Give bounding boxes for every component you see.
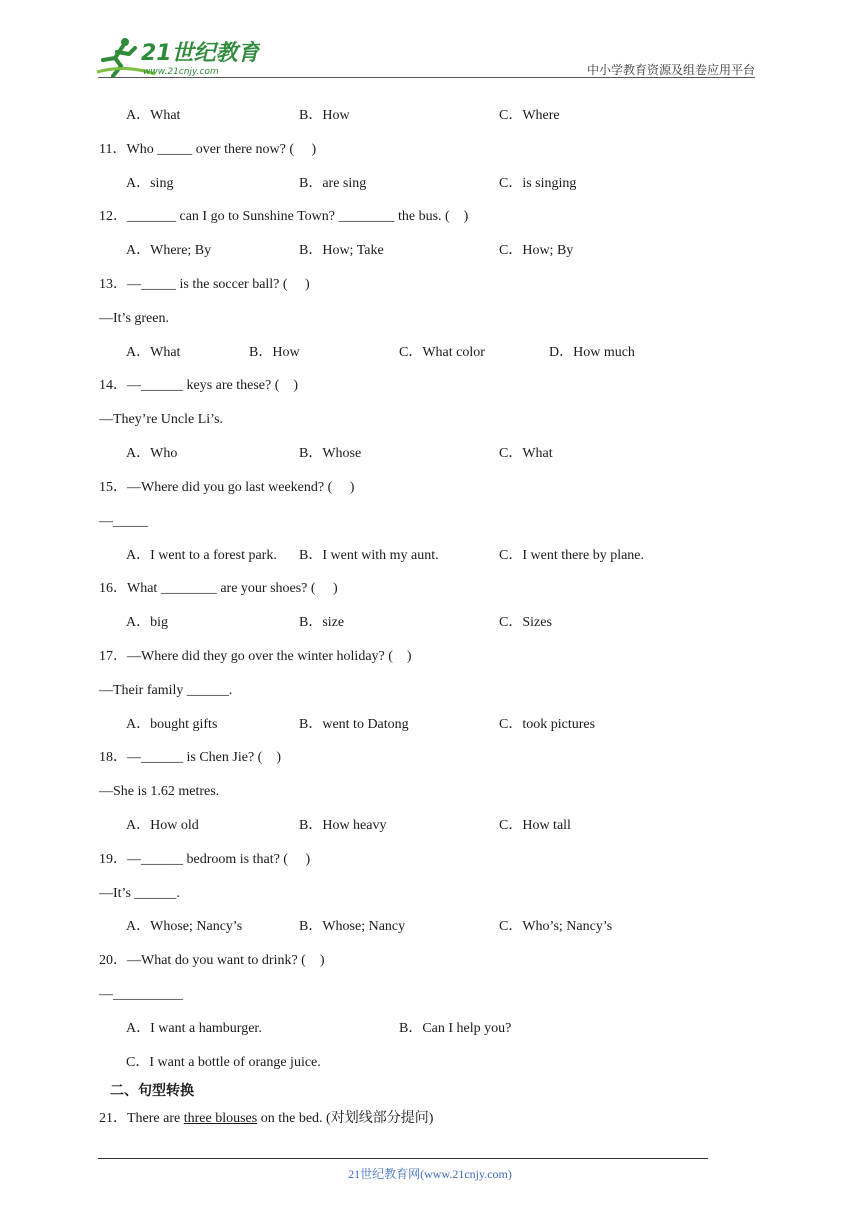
q11-option-a: A．sing — [126, 176, 174, 191]
q15-option-b: B．I went with my aunt. — [299, 548, 439, 563]
q10-option-b: B．How — [299, 108, 350, 123]
q20-answer-line: —__________ — [99, 987, 183, 1002]
q14-option-c: C．What — [499, 446, 553, 461]
q10-option-c: C．Where — [499, 108, 560, 123]
q13-answer-line: —It’s green. — [99, 311, 169, 326]
q11-option-c: C．is singing — [499, 176, 577, 191]
q11-stem: 11．Who _____ over there now? ( ) — [99, 142, 317, 157]
q18-option-b: B．How heavy — [299, 818, 387, 833]
q12-option-c: C．How; By — [499, 243, 574, 258]
q16-option-c: C．Sizes — [499, 615, 552, 630]
q15-option-c: C．I went there by plane. — [499, 548, 645, 563]
q21-stem — [99, 1110, 433, 1128]
q15-stem: 15．—Where did you go last weekend? ( ) — [99, 480, 355, 495]
logo-title: 21世纪教育 — [141, 41, 260, 66]
q13-option-c: C．What color — [399, 345, 485, 360]
q16-option-b: B．size — [299, 615, 345, 630]
q20-option-b: B．Can I help you? — [399, 1021, 512, 1036]
q13-option-a: A．What — [126, 345, 181, 360]
q11-option-b: B．are sing — [299, 176, 367, 191]
q18-stem: 18．—______ is Chen Jie? ( ) — [99, 750, 281, 765]
q16-stem: 16．What ________ are your shoes? ( ) — [99, 581, 338, 596]
q14-option-b: B．Whose — [299, 446, 362, 461]
q21-underlined-phrase: three blouses — [183, 1111, 258, 1126]
q12-stem: 12．_______ can I go to Sunshine Town? ________ the bus. ( ) — [99, 209, 469, 224]
q17-stem: 17．—Where did they go over the winter holiday? ( ) — [99, 649, 412, 664]
q18-option-a: A．How old — [126, 818, 199, 833]
site-name: 中小学教育资源及组卷应用平台 — [586, 63, 755, 77]
q14-stem: 14．—______ keys are these? ( ) — [99, 378, 299, 393]
q17-option-b: B．went to Datong — [299, 717, 409, 732]
q20-stem: 20．—What do you want to drink? ( ) — [99, 953, 325, 968]
q19-stem: 19．—______ bedroom is that? ( ) — [99, 852, 311, 867]
q12-option-a: A．Where; By — [126, 243, 212, 258]
footer-divider — [98, 1158, 708, 1159]
q16-option-a: A．big — [126, 615, 168, 630]
q12-option-b: B．How; Take — [299, 243, 384, 258]
site-logo — [95, 34, 260, 78]
q10-option-a: A．What — [126, 108, 181, 123]
q19-option-b: B．Whose; Nancy — [299, 919, 406, 934]
q20-option-a: A．I want a hamburger. — [126, 1021, 262, 1036]
q14-answer-line: —They’re Uncle Li’s. — [99, 412, 224, 427]
section-title: 二、句型转换 — [110, 1083, 194, 1099]
q19-option-c: C．Who’s; Nancy’s — [499, 919, 613, 934]
q17-option-c: C．took pictures — [499, 717, 596, 732]
footer-text: 21世纪教育网(www.21cnjy.com) — [348, 1167, 512, 1181]
q15-answer-line: —_____ — [99, 514, 148, 529]
q21-suffix: on the bed. (对划线部分提问) — [257, 1111, 434, 1126]
q17-answer-line: —Their family ______. — [99, 683, 233, 698]
q15-option-a: A．I went to a forest park. — [126, 548, 277, 563]
q13-option-b: B．How — [249, 345, 300, 360]
q13-option-d: D．How much — [549, 345, 635, 360]
q18-answer-line: —She is 1.62 metres. — [99, 784, 220, 799]
q13-stem: 13．—_____ is the soccer ball? ( ) — [99, 277, 310, 292]
header-divider — [98, 77, 755, 78]
q20-option-c: C．I want a bottle of orange juice. — [126, 1055, 321, 1070]
q19-answer-line: —It’s ______. — [99, 886, 180, 901]
q17-option-a: A．bought gifts — [126, 717, 218, 732]
q21-prefix: 21．There are — [99, 1111, 184, 1126]
logo-url: www.21cnjy.com — [143, 67, 219, 77]
q19-option-a: A．Whose; Nancy’s — [126, 919, 243, 934]
q14-option-a: A．Who — [126, 446, 178, 461]
q18-option-c: C．How tall — [499, 818, 571, 833]
